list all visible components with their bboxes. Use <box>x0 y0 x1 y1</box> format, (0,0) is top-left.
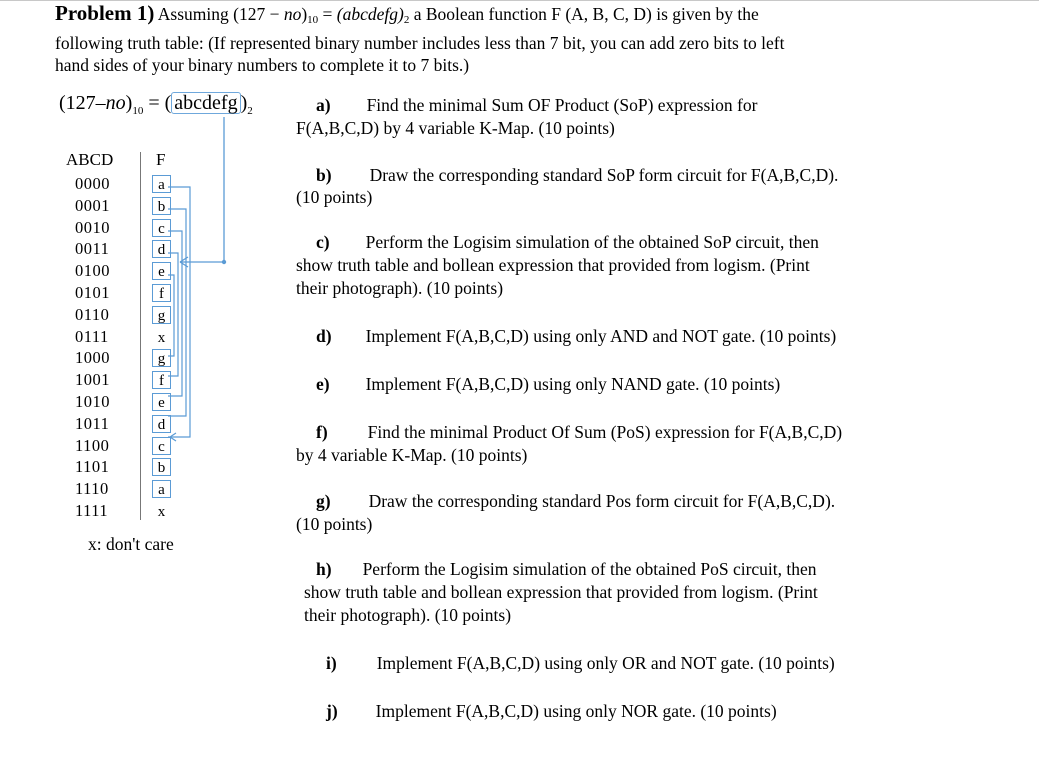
truth-table-output: x <box>152 502 171 520</box>
truth-table-input: 0001 <box>75 195 110 215</box>
truth-table-header-abcd: ABCD <box>66 150 114 169</box>
truth-table-output: b <box>152 458 171 476</box>
question-a: a) Find the minimal Sum OF Product (SoP) expression for <box>316 95 758 115</box>
question-c-cont2: their photograph). (10 points) <box>296 278 504 298</box>
problem-label: Problem 1) <box>55 1 155 25</box>
question-h: h) Perform the Logisim simulation of the obtained PoS circuit, then <box>316 559 817 579</box>
question-c-cont: show truth table and bollean expression that provided from logism. (Print <box>296 255 810 275</box>
truth-table-input: 1111 <box>75 501 109 520</box>
question-c: c) Perform the Logisim simulation of the obtained SoP circuit, then <box>316 232 819 252</box>
truth-table-input: 0000 <box>75 174 110 193</box>
truth-table-input: 0110 <box>75 304 110 324</box>
truth-table-input: 0010 <box>75 217 110 237</box>
question-h-cont2: their photograph). (10 points) <box>304 605 512 625</box>
question-b-cont: (10 points) <box>296 187 373 207</box>
question-g: g) Draw the corresponding standard Pos form circuit for F(A,B,C,D). <box>316 491 836 511</box>
truth-table-input: 1010 <box>75 392 110 411</box>
truth-table-input: 0111 <box>75 326 109 346</box>
truth-table-output: g <box>152 349 171 367</box>
truth-table-input: 1101 <box>75 457 110 477</box>
junction-dot <box>222 260 226 264</box>
question-j: j) Implement F(A,B,C,D) using only NOR gate. (10 points) <box>326 701 777 721</box>
bracket-line <box>168 275 174 356</box>
truth-table-output: d <box>152 240 171 258</box>
truth-table-output: g <box>152 306 171 324</box>
conversion-formula: $(127-no)_{10}$ = ( abcdefg )$_2$ <box>59 92 253 117</box>
bracket-line <box>168 253 178 376</box>
truth-table-output: x <box>152 328 171 346</box>
question-b: b) Draw the corresponding standard SoP form circuit for F(A,B,C,D). <box>316 165 839 185</box>
truth-table-output: f <box>152 284 171 302</box>
truth-table-output: c <box>152 219 171 237</box>
truth-table-input: 1011 <box>75 413 110 433</box>
problem-statement: Problem 1) Assuming $(127 - no)_{10}$ = $(abcdefg)_2$ a Boolean function F (A, B, C, D) is given by the following truth table: (If represented binary number includes less than 7 bit, you can add zero bits to left hand sides of your binary numbers to complete it to 7 bits.) <box>55 1 785 75</box>
truth-table-output: a <box>152 480 171 498</box>
bracket-line <box>168 231 182 396</box>
bracket-line <box>168 209 186 416</box>
truth-table-input: 1110 <box>75 479 109 499</box>
truth-table-input: 1100 <box>75 435 110 455</box>
question-f-cont: by 4 variable K-Map. (10 points) <box>296 445 528 465</box>
truth-table-input: 0011 <box>75 239 110 259</box>
truth-table-output: d <box>152 415 171 433</box>
truth-table-output: a <box>152 175 171 193</box>
truth-table-header-f: F <box>156 150 166 169</box>
truth-table-input: 0101 <box>75 283 110 302</box>
truth-table-output: f <box>152 371 171 389</box>
truth-table-input: 1001 <box>75 370 110 390</box>
question-f: f) Find the minimal Product Of Sum (PoS) expression for F(A,B,C,D) <box>316 422 843 442</box>
truth-table-output: e <box>152 393 171 411</box>
boxed-bits: abcdefg <box>171 92 240 114</box>
truth-table-input: 0100 <box>75 261 110 281</box>
truth-table-input: 1000 <box>75 348 110 368</box>
question-d: d) Implement F(A,B,C,D) using only AND and NOT gate. (10 points) <box>316 326 837 346</box>
truth-table-output: e <box>152 262 171 280</box>
question-g-cont: (10 points) <box>296 514 373 534</box>
question-e: e) Implement F(A,B,C,D) using only NAND gate. (10 points) <box>316 374 781 394</box>
bracket-line <box>168 187 190 437</box>
question-i: i) Implement F(A,B,C,D) using only OR and NOT gate. (10 points) <box>326 653 835 673</box>
truth-table-output: b <box>152 197 171 215</box>
question-h-cont: show truth table and bollean expression that provided from logism. (Print <box>304 582 818 602</box>
question-a-cont: F(A,B,C,D) by 4 variable K-Map. (10 points) <box>296 118 615 138</box>
truth-table-output: c <box>152 437 171 455</box>
dont-care-note: x: don't care <box>88 534 174 554</box>
